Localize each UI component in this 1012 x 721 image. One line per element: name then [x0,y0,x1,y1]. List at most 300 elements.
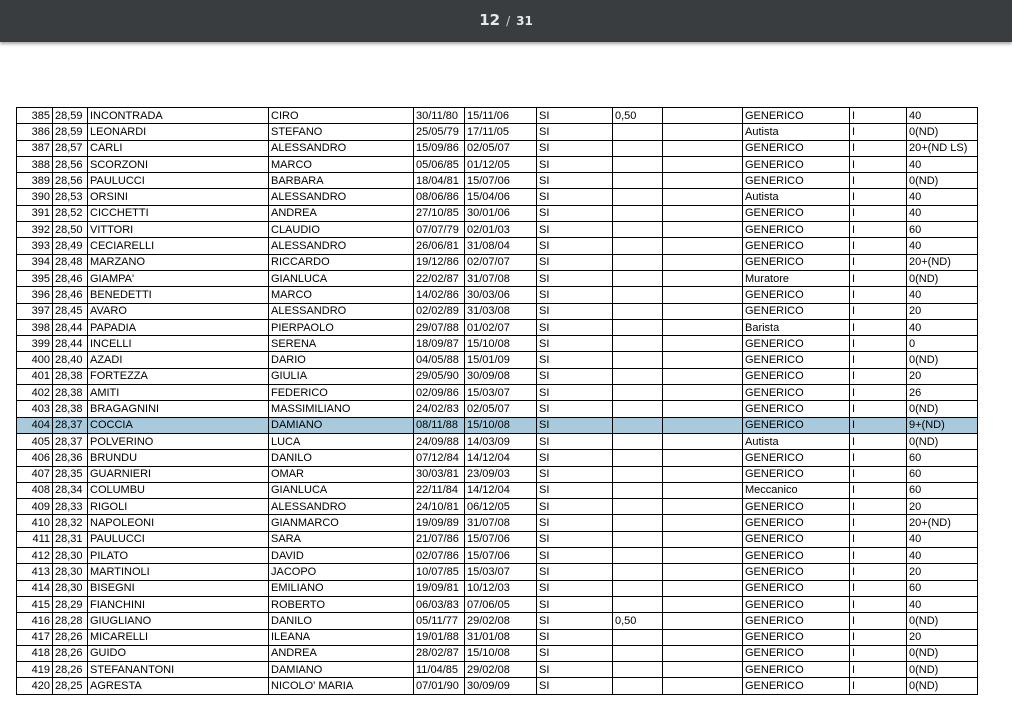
cell-value: 20+(ND) [907,515,978,531]
cell-marker: I [850,629,907,645]
cell-date: 14/03/09 [465,433,537,449]
cell-profile: GENERICO [743,678,850,694]
table-row [17,613,978,629]
cell-first-name: STEFANO [269,124,414,140]
cell-value: 20 [907,499,978,515]
cell-marker: I [850,613,907,629]
cell-marker: I [850,303,907,319]
cell-surname: ORSINI [88,189,269,205]
cell-marker: I [850,124,907,140]
cell-position: 412 [17,548,53,564]
table-row [17,401,978,417]
cell-blank [663,450,743,466]
cell-first-name: PIERPAOLO [269,319,414,335]
cell-profile: GENERICO [743,645,850,661]
table-body [17,108,978,695]
cell-bonus [613,189,663,205]
cell-birth-date: 29/07/88 [414,319,465,335]
cell-birth-date: 22/11/84 [414,482,465,498]
cell-birth-date: 27/10/85 [414,205,465,221]
table-row [17,662,978,678]
cell-marker: I [850,336,907,352]
cell-first-name: SARA [269,531,414,547]
cell-bonus [613,596,663,612]
table-row [17,548,978,564]
table-row [17,140,978,156]
cell-bonus [613,352,663,368]
cell-value: 9+(ND) [907,417,978,433]
cell-profile: GENERICO [743,580,850,596]
cell-bonus [613,287,663,303]
cell-flag: SI [537,189,613,205]
cell-date: 15/10/08 [465,336,537,352]
cell-first-name: DANILO [269,450,414,466]
cell-blank [663,515,743,531]
cell-date: 29/02/08 [465,613,537,629]
cell-flag: SI [537,531,613,547]
cell-blank [663,222,743,238]
cell-flag: SI [537,303,613,319]
cell-blank [663,417,743,433]
cell-value: 40 [907,108,978,124]
table-row [17,433,978,449]
cell-surname: SCORZONI [88,156,269,172]
table-row [17,124,978,140]
cell-bonus [613,303,663,319]
cell-date: 01/02/07 [465,319,537,335]
cell-flag: SI [537,336,613,352]
cell-value: 0(ND) [907,645,978,661]
cell-first-name: ILEANA [269,629,414,645]
cell-position: 385 [17,108,53,124]
cell-date: 07/06/05 [465,596,537,612]
cell-birth-date: 18/04/81 [414,173,465,189]
cell-flag: SI [537,645,613,661]
cell-profile: GENERICO [743,466,850,482]
cell-flag: SI [537,515,613,531]
cell-value: 40 [907,531,978,547]
cell-surname: POLVERINO [88,433,269,449]
cell-birth-date: 26/06/81 [414,238,465,254]
cell-score: 28,44 [53,336,88,352]
cell-birth-date: 15/09/86 [414,140,465,156]
cell-position: 398 [17,319,53,335]
cell-birth-date: 07/12/84 [414,450,465,466]
cell-surname: COCCIA [88,417,269,433]
cell-surname: MARTINOLI [88,564,269,580]
cell-bonus [613,238,663,254]
cell-surname: BISEGNI [88,580,269,596]
cell-score: 28,38 [53,385,88,401]
total-pages: 31 [516,14,533,28]
cell-first-name: FEDERICO [269,385,414,401]
cell-marker: I [850,499,907,515]
cell-surname: GUIDO [88,645,269,661]
cell-profile: GENERICO [743,450,850,466]
cell-birth-date: 02/02/89 [414,303,465,319]
cell-flag: SI [537,580,613,596]
cell-blank [663,205,743,221]
cell-date: 29/02/08 [465,662,537,678]
cell-first-name: DARIO [269,352,414,368]
table-row [17,450,978,466]
cell-flag: SI [537,352,613,368]
cell-position: 392 [17,222,53,238]
cell-first-name: DAMIANO [269,417,414,433]
cell-birth-date: 10/07/85 [414,564,465,580]
cell-position: 418 [17,645,53,661]
cell-date: 15/10/08 [465,417,537,433]
cell-score: 28,37 [53,433,88,449]
cell-marker: I [850,238,907,254]
cell-score: 28,26 [53,662,88,678]
cell-value: 20+(ND) [907,254,978,270]
cell-bonus [613,319,663,335]
cell-birth-date: 21/07/86 [414,531,465,547]
cell-first-name: ALESSANDRO [269,238,414,254]
cell-score: 28,31 [53,531,88,547]
cell-blank [663,482,743,498]
cell-marker: I [850,222,907,238]
cell-marker: I [850,205,907,221]
cell-flag: SI [537,270,613,286]
cell-blank [663,678,743,694]
cell-birth-date: 02/07/86 [414,548,465,564]
cell-position: 403 [17,401,53,417]
cell-blank [663,270,743,286]
cell-profile: GENERICO [743,385,850,401]
cell-blank [663,564,743,580]
cell-date: 23/09/03 [465,466,537,482]
cell-birth-date: 05/06/85 [414,156,465,172]
cell-score: 28,34 [53,482,88,498]
cell-date: 15/10/08 [465,645,537,661]
cell-flag: SI [537,173,613,189]
cell-blank [663,173,743,189]
cell-profile: Meccanico [743,482,850,498]
cell-position: 416 [17,613,53,629]
cell-flag: SI [537,548,613,564]
cell-position: 397 [17,303,53,319]
cell-first-name: OMAR [269,466,414,482]
cell-score: 28,25 [53,678,88,694]
cell-score: 28,36 [53,450,88,466]
cell-bonus [613,222,663,238]
cell-first-name: ALESSANDRO [269,189,414,205]
cell-surname: NAPOLEONI [88,515,269,531]
cell-position: 394 [17,254,53,270]
cell-date: 10/12/03 [465,580,537,596]
cell-score: 28,26 [53,645,88,661]
cell-first-name: MASSIMILIANO [269,401,414,417]
cell-profile: GENERICO [743,205,850,221]
pdf-toolbar [0,0,1012,42]
cell-profile: GENERICO [743,531,850,547]
cell-date: 06/12/05 [465,499,537,515]
cell-date: 14/12/04 [465,450,537,466]
cell-blank [663,645,743,661]
cell-bonus [613,205,663,221]
cell-score: 28,46 [53,287,88,303]
table-row [17,222,978,238]
cell-blank [663,368,743,384]
cell-value: 0(ND) [907,352,978,368]
cell-score: 28,56 [53,156,88,172]
cell-first-name: DANILO [269,613,414,629]
cell-first-name: JACOPO [269,564,414,580]
cell-surname: STEFANANTONI [88,662,269,678]
cell-surname: INCONTRADA [88,108,269,124]
cell-position: 395 [17,270,53,286]
cell-bonus [613,482,663,498]
cell-score: 28,48 [53,254,88,270]
cell-first-name: ROBERTO [269,596,414,612]
page-indicator [0,10,1012,29]
cell-first-name: DAVID [269,548,414,564]
cell-blank [663,352,743,368]
cell-profile: GENERICO [743,417,850,433]
cell-flag: SI [537,662,613,678]
cell-profile: GENERICO [743,499,850,515]
cell-surname: GIUGLIANO [88,613,269,629]
cell-birth-date: 30/11/80 [414,108,465,124]
cell-flag: SI [537,368,613,384]
cell-birth-date: 02/09/86 [414,385,465,401]
cell-first-name: CIRO [269,108,414,124]
cell-position: 415 [17,596,53,612]
cell-value: 40 [907,189,978,205]
cell-score: 28,30 [53,580,88,596]
cell-surname: INCELLI [88,336,269,352]
cell-score: 28,30 [53,548,88,564]
cell-score: 28,45 [53,303,88,319]
cell-first-name: GIULIA [269,368,414,384]
cell-blank [663,303,743,319]
cell-marker: I [850,156,907,172]
cell-profile: Autista [743,124,850,140]
cell-surname: BRUNDU [88,450,269,466]
cell-surname: AVARO [88,303,269,319]
cell-marker: I [850,140,907,156]
cell-position: 401 [17,368,53,384]
cell-bonus [613,417,663,433]
cell-score: 28,33 [53,499,88,515]
cell-score: 28,35 [53,466,88,482]
cell-score: 28,53 [53,189,88,205]
cell-first-name: BARBARA [269,173,414,189]
cell-profile: GENERICO [743,336,850,352]
cell-date: 15/04/06 [465,189,537,205]
cell-value: 40 [907,287,978,303]
table-row [17,678,978,694]
cell-surname: FIANCHINI [88,596,269,612]
cell-value: 20 [907,303,978,319]
cell-position: 420 [17,678,53,694]
cell-score: 28,32 [53,515,88,531]
cell-position: 413 [17,564,53,580]
cell-surname: FORTEZZA [88,368,269,384]
cell-flag: SI [537,678,613,694]
cell-blank [663,254,743,270]
cell-flag: SI [537,499,613,515]
cell-value: 60 [907,466,978,482]
cell-marker: I [850,662,907,678]
cell-first-name: RICCARDO [269,254,414,270]
cell-first-name: MARCO [269,156,414,172]
cell-marker: I [850,596,907,612]
cell-marker: I [850,466,907,482]
cell-blank [663,401,743,417]
cell-surname: PAULUCCI [88,531,269,547]
cell-blank [663,596,743,612]
cell-value: 0(ND) [907,173,978,189]
cell-position: 396 [17,287,53,303]
table-row [17,564,978,580]
cell-profile: Autista [743,189,850,205]
cell-profile: GENERICO [743,629,850,645]
cell-marker: I [850,270,907,286]
cell-first-name: DAMIANO [269,662,414,678]
cell-value: 0(ND) [907,662,978,678]
cell-bonus [613,515,663,531]
cell-flag: SI [537,596,613,612]
cell-bonus [613,466,663,482]
cell-date: 15/01/09 [465,352,537,368]
cell-date: 30/03/06 [465,287,537,303]
cell-birth-date: 24/02/83 [414,401,465,417]
cell-first-name: SERENA [269,336,414,352]
cell-position: 408 [17,482,53,498]
cell-score: 28,29 [53,596,88,612]
cell-flag: SI [537,629,613,645]
cell-marker: I [850,482,907,498]
cell-first-name: NICOLO' MARIA [269,678,414,694]
cell-date: 30/09/08 [465,368,537,384]
cell-surname: PAPADIA [88,319,269,335]
cell-marker: I [850,108,907,124]
cell-value: 20+(ND LS) [907,140,978,156]
cell-date: 15/07/06 [465,173,537,189]
cell-date: 15/03/07 [465,385,537,401]
cell-blank [663,466,743,482]
cell-value: 0(ND) [907,270,978,286]
cell-birth-date: 24/10/81 [414,499,465,515]
cell-surname: AMITI [88,385,269,401]
cell-profile: GENERICO [743,222,850,238]
table-row [17,499,978,515]
cell-profile: GENERICO [743,401,850,417]
cell-bonus [613,124,663,140]
cell-value: 0(ND) [907,678,978,694]
cell-flag: SI [537,254,613,270]
cell-date: 15/07/06 [465,548,537,564]
cell-first-name: ANDREA [269,645,414,661]
cell-surname: CARLI [88,140,269,156]
cell-profile: GENERICO [743,156,850,172]
cell-score: 28,59 [53,108,88,124]
cell-profile: GENERICO [743,254,850,270]
cell-first-name: ANDREA [269,205,414,221]
cell-profile: GENERICO [743,662,850,678]
cell-value: 0 [907,336,978,352]
cell-date: 15/11/06 [465,108,537,124]
cell-value: 0(ND) [907,401,978,417]
cell-date: 02/07/07 [465,254,537,270]
cell-score: 28,26 [53,629,88,645]
cell-score: 28,44 [53,319,88,335]
cell-date: 30/01/06 [465,205,537,221]
cell-value: 0(ND) [907,433,978,449]
cell-birth-date: 08/06/86 [414,189,465,205]
cell-profile: GENERICO [743,596,850,612]
cell-flag: SI [537,564,613,580]
cell-blank [663,548,743,564]
table-row [17,336,978,352]
cell-bonus [613,564,663,580]
cell-profile: Autista [743,433,850,449]
cell-flag: SI [537,287,613,303]
table-row [17,303,978,319]
cell-value: 60 [907,222,978,238]
cell-marker: I [850,352,907,368]
cell-blank [663,336,743,352]
cell-surname: LEONARDI [88,124,269,140]
cell-value: 40 [907,156,978,172]
cell-birth-date: 14/02/86 [414,287,465,303]
cell-flag: SI [537,482,613,498]
cell-score: 28,37 [53,417,88,433]
cell-surname: VITTORI [88,222,269,238]
cell-profile: GENERICO [743,352,850,368]
cell-first-name: ALESSANDRO [269,303,414,319]
cell-birth-date: 08/11/88 [414,417,465,433]
table-row [17,645,978,661]
cell-profile: Barista [743,319,850,335]
table-row [17,417,978,433]
cell-date: 15/03/07 [465,564,537,580]
cell-bonus [613,401,663,417]
cell-surname: BENEDETTI [88,287,269,303]
cell-flag: SI [537,401,613,417]
cell-date: 31/07/08 [465,515,537,531]
cell-date: 31/07/08 [465,270,537,286]
cell-score: 28,38 [53,401,88,417]
table-row [17,156,978,172]
cell-birth-date: 28/02/87 [414,645,465,661]
cell-surname: AGRESTA [88,678,269,694]
current-page[interactable]: 12 [479,11,501,29]
cell-blank [663,613,743,629]
cell-flag: SI [537,205,613,221]
cell-bonus [613,156,663,172]
cell-first-name: GIANLUCA [269,270,414,286]
cell-bonus [613,645,663,661]
table-row [17,205,978,221]
cell-score: 28,50 [53,222,88,238]
cell-position: 388 [17,156,53,172]
cell-position: 410 [17,515,53,531]
cell-position: 409 [17,499,53,515]
cell-blank [663,287,743,303]
cell-value: 0(ND) [907,124,978,140]
cell-flag: SI [537,222,613,238]
cell-flag: SI [537,613,613,629]
cell-value: 26 [907,385,978,401]
cell-profile: GENERICO [743,613,850,629]
cell-birth-date: 24/09/88 [414,433,465,449]
cell-score: 28,38 [53,368,88,384]
cell-bonus [613,140,663,156]
